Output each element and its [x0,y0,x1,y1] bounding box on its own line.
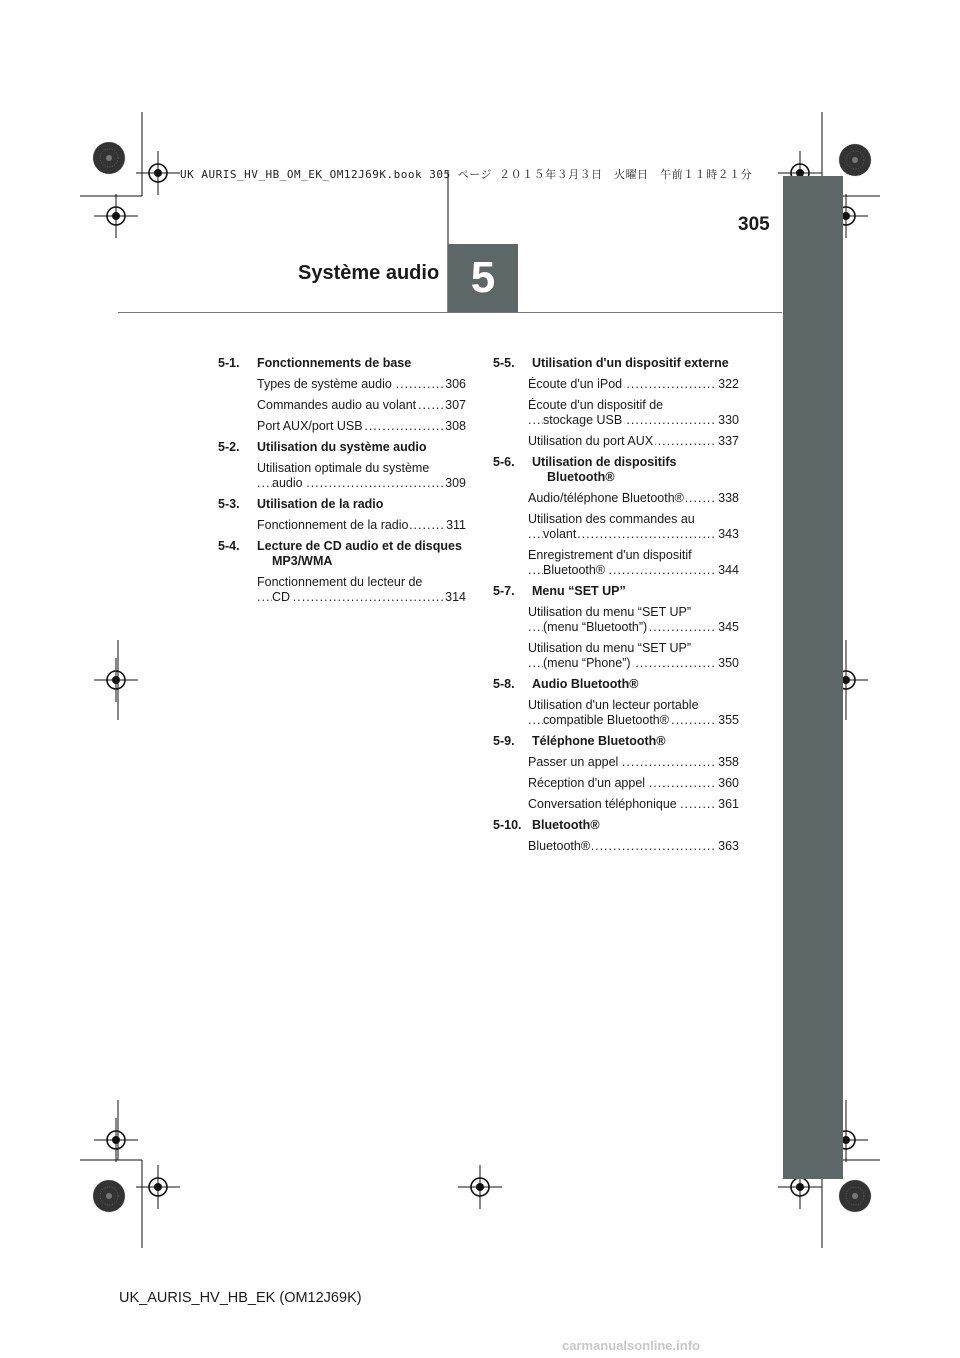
toc-entry[interactable] [493,755,739,770]
toc-entry[interactable] [493,839,739,854]
toc-section-title: Lecture de CD audio et de disques MP3/WMA [257,539,462,568]
toc-entry-label: Fonctionnement de la radio [257,518,409,532]
toc-entry-label: Utilisation du menu “SET UP” (menu “Phone”) [528,641,692,670]
toc-entry-page: 358 [718,755,739,769]
toc-right-column [493,356,739,860]
toc-entry-label: Conversation téléphonique [528,797,677,811]
toc-entry[interactable] [493,512,739,542]
toc-entry-page: 309 [445,476,466,490]
side-bar [783,176,843,1179]
toc-entry-label: Réception d'un appel [528,776,646,790]
toc-entry-page: 311 [446,518,466,532]
toc-section[interactable] [493,455,739,485]
toc-section-number: 5-8. [493,677,515,691]
toc-entry-label: Utilisation du menu “SET UP” (menu “Bluetooth”) [528,605,692,634]
toc-entry-page: 363 [718,839,739,853]
toc-entry-label: Types de système audio [257,377,392,391]
toc-section[interactable] [218,539,466,569]
toc-section-number: 5-6. [493,455,515,469]
toc-entry[interactable] [218,419,466,434]
toc-entry[interactable] [493,377,739,392]
toc-section-number: 5-1. [218,356,240,370]
toc-entry-label: Écoute d'un dispositif de stockage USB [528,398,664,427]
toc-entry[interactable] [493,698,739,728]
toc-entry[interactable] [493,797,739,812]
toc-section-title: Utilisation d'un dispositif externe [532,356,729,370]
toc-section-number: 5-10. [493,818,522,832]
chapter-title: Système audio [298,262,440,284]
toc-entry-page: 322 [718,377,739,391]
toc-section-number: 5-2. [218,440,240,454]
toc-entry-label: Utilisation des commandes au volant [528,512,695,541]
toc-entry[interactable] [218,398,466,413]
toc-entry-page: 355 [718,713,739,727]
toc-section[interactable] [218,497,466,512]
toc-section-number: 5-5. [493,356,515,370]
toc-entry-page: 344 [718,563,739,577]
toc-entry[interactable] [218,575,466,605]
toc-entry-label: Passer un appel [528,755,619,769]
toc-section-title: Téléphone Bluetooth® [532,734,666,748]
toc-entry-page: 314 [445,590,466,604]
toc-entry-page: 330 [718,413,739,427]
toc-entry-page: 338 [718,491,739,505]
toc-entry-page: 306 [445,377,466,391]
toc-entry[interactable] [493,398,739,428]
toc-entry[interactable] [493,605,739,635]
toc-section-title: Menu “SET UP” [532,584,626,598]
toc-entry-page: 350 [718,656,739,670]
toc-entry-page: 360 [718,776,739,790]
toc-left-column [218,356,466,611]
toc-entry-label: Utilisation d'un lecteur portable compatible Bluetooth® [528,698,699,727]
toc-section-number: 5-4. [218,539,240,553]
toc-entry-page: 337 [718,434,739,448]
toc-section-number: 5-9. [493,734,515,748]
toc-section[interactable] [218,440,466,455]
toc-entry-label: Utilisation du port AUX [528,434,654,448]
toc-section[interactable] [493,584,739,599]
toc-section[interactable] [493,734,739,749]
toc-section[interactable] [493,356,739,371]
toc-section[interactable] [493,818,739,833]
toc-entry[interactable] [493,548,739,578]
toc-entry[interactable] [493,491,739,506]
toc-entry[interactable] [218,461,466,491]
book-header: UK AURIS_HV_HB_OM_EK_OM12J69K.book 305 ページ ２０１５年３月３日 火曜日 午前１１時２１分 [180,168,753,181]
toc-section-title: Audio Bluetooth® [532,677,639,691]
toc-section-number: 5-3. [218,497,240,511]
toc-entry-label: Écoute d'un iPod [528,377,623,391]
toc-entry[interactable] [218,377,466,392]
toc-section-title: Utilisation de dispositifs Bluetooth® [532,455,677,484]
toc-entry-page: 343 [718,527,739,541]
toc-section-title: Utilisation du système audio [257,440,427,454]
toc-entry-page: 308 [445,419,466,433]
toc-entry-page: 361 [718,797,739,811]
page-number: 305 [738,214,770,235]
toc-entry-label: Fonctionnement du lecteur de CD [257,575,423,604]
toc-entry[interactable] [218,518,466,533]
toc-entry-label: Bluetooth® [528,839,591,853]
chapter-number-tab: 5 [448,244,518,312]
toc-entry[interactable] [493,641,739,671]
toc-section-title: Fonctionnements de base [257,356,412,370]
toc-section-title: Utilisation de la radio [257,497,384,511]
toc-entry[interactable] [493,776,739,791]
toc-entry-label: Enregistrement d'un dispositif Bluetooth® [528,548,692,577]
toc-entry-label: Commandes audio au volant [257,398,417,412]
toc-entry-label: Utilisation optimale du système audio [257,461,430,490]
watermark: carmanualsonline.info [562,1338,700,1353]
toc-entry-label: Audio/téléphone Bluetooth® [528,491,684,505]
header-rule [118,312,782,313]
toc-entry-page: 307 [445,398,466,412]
toc-section-title: Bluetooth® [532,818,600,832]
toc-entry-label: Port AUX/port USB [257,419,363,433]
toc-section[interactable] [493,677,739,692]
toc-section-number: 5-7. [493,584,515,598]
footer-code: UK_AURIS_HV_HB_EK (OM12J69K) [119,1290,362,1306]
toc-entry[interactable] [493,434,739,449]
toc-section[interactable] [218,356,466,371]
toc-entry-page: 345 [718,620,739,634]
